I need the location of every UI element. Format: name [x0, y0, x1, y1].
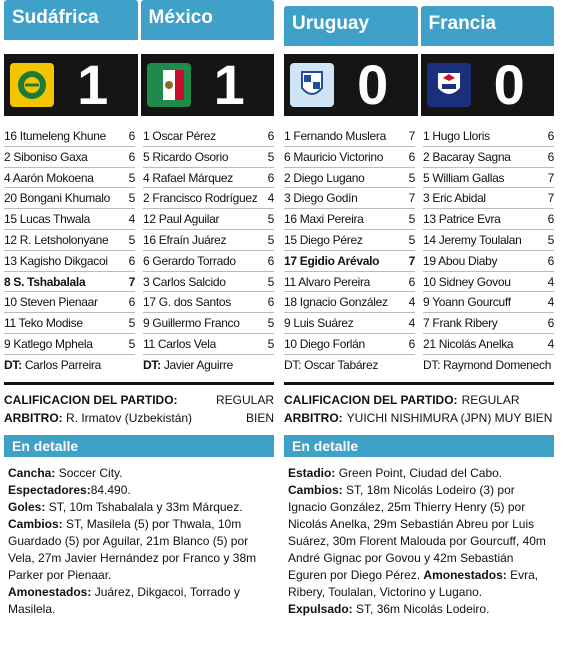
detail-body: Estadio: Green Point, Ciudad del Cabo. Cambios: ST, 18m Nicolás Lodeiro (3) por Ignacio González, 25m Thierry Henry (5) por Nicolás Anelka, 29m Sebastián Abreu por Luis Suárez, 30m Florent Malouda por Gourcuff, 40m André Gignac por Govou y 42m Sebastián Eguren por Diego Pérez. Amonestados: Evra, Ribery, Toulalan, Victorino y Lugano. Expulsado: ST, 36m Nicolás Lodeiro.: [288, 465, 546, 616]
south-africa-crest-icon: [10, 63, 54, 107]
player-row: 21 Nicolás Anelka 4: [423, 334, 554, 355]
player-row: 15 Lucas Thwala 4: [4, 209, 135, 230]
player-row: 3 Eric Abidal 7: [423, 188, 554, 209]
player-row: 4 Rafael Márquez 6: [143, 168, 274, 189]
team-b-name: México: [141, 0, 275, 40]
player-row: 2 Diego Lugano 5: [284, 168, 415, 189]
score-team-b: [421, 54, 555, 116]
player-row: 11 Carlos Vela 5: [143, 334, 274, 355]
coach-row: DT: Javier Aguirre: [143, 357, 233, 372]
player-row: 11 Alvaro Pereira 6: [284, 272, 415, 293]
player-row: 6 Gerardo Torrado 6: [143, 251, 274, 272]
player-row: 7 Frank Ribery 6: [423, 313, 554, 334]
player-row: 1 Oscar Pérez 6: [143, 126, 274, 147]
lineup-team-a: [284, 126, 415, 376]
player-row: 1 Fernando Muslera 7: [284, 126, 415, 147]
score-team-a: [4, 54, 138, 116]
lineups: [4, 126, 274, 376]
player-row: 2 Bacaray Sagna 6: [423, 147, 554, 168]
lineup-team-a: [4, 126, 135, 376]
match-header: [284, 6, 554, 46]
player-row: 16 Efraín Juárez 5: [143, 230, 274, 251]
player-row: 9 Guillermo Franco 5: [143, 313, 274, 334]
france-crest-icon: [427, 63, 471, 107]
lineups: [284, 126, 554, 376]
referee-rating: BIEN: [245, 410, 274, 425]
score-value-a: 0: [357, 53, 389, 116]
scoreboard: [284, 54, 554, 116]
score-value-b: 1: [213, 53, 245, 116]
match-sudafrica-mexico: [4, 0, 274, 626]
player-row: 10 Sidney Govou 4: [423, 272, 554, 293]
lineup-team-b: [423, 126, 554, 376]
player-row-best: 8 S. Tshabalala 7: [4, 272, 135, 293]
referee-name: YUICHI NISHIMURA (JPN) MUY BIEN: [346, 410, 553, 425]
match-header: [4, 0, 274, 40]
score-value-b: 0: [493, 53, 525, 116]
match-rating: [284, 382, 554, 429]
referee-label: ARBITRO:: [284, 410, 343, 425]
detail-header: En detalle: [284, 435, 554, 457]
player-row: 9 Luis Suárez 4: [284, 313, 415, 334]
player-row: 17 G. dos Santos 6: [143, 292, 274, 313]
player-row: 6 Mauricio Victorino 6: [284, 147, 415, 168]
mexico-crest-icon: [147, 63, 191, 107]
player-row: 16 Itumeleng Khune 6: [4, 126, 135, 147]
score-value-a: 1: [77, 53, 109, 116]
player-row: 5 William Gallas 7: [423, 168, 554, 189]
player-row: 5 Ricardo Osorio 5: [143, 147, 274, 168]
player-row: 16 Maxi Pereira 5: [284, 209, 415, 230]
lineup-team-b: [143, 126, 274, 376]
player-row: 12 Paul Aguilar 5: [143, 209, 274, 230]
detail-header: En detalle: [4, 435, 274, 457]
coach-row: DT: Raymond Domenech: [423, 357, 552, 372]
rating-label: CALIFICACION DEL PARTIDO:: [4, 392, 178, 407]
player-row-best: 17 Egidio Arévalo 7: [284, 251, 415, 272]
coach-row: DT: Oscar Tabárez: [284, 357, 379, 372]
coach-row: DT: Carlos Parreira: [4, 357, 102, 372]
player-row: 3 Diego Godín 7: [284, 188, 415, 209]
referee-label: ARBITRO:: [4, 410, 63, 425]
scoreboard: [4, 54, 274, 116]
team-a-name: Uruguay: [284, 6, 418, 46]
rating-value: REGULAR: [215, 392, 274, 407]
player-row: 10 Steven Pienaar 6: [4, 292, 135, 313]
player-row: 20 Bongani Khumalo 5: [4, 188, 135, 209]
rating-value: REGULAR: [461, 392, 520, 407]
player-row: 12 R. Letsholonyane 5: [4, 230, 135, 251]
player-row: 15 Diego Pérez 5: [284, 230, 415, 251]
player-row: 2 Francisco Rodríguez 4: [143, 188, 274, 209]
player-row: 9 Yoann Gourcuff 4: [423, 292, 554, 313]
detail-body: Cancha: Soccer City. Espectadores:84.490. Goles: ST, 10m Tshabalala y 33m Márquez. Cambios: ST, Masilela (5) por Thwala, 10m Guardado (5) por Aguilar, 21m Blanco (5) por Vela, 27m Javier Hernández por Franco y 38m Parker por Pienaar. Amonestados: Juárez, Dikgacoi, Torrado y Masilela.: [8, 465, 257, 616]
match-rating: [4, 382, 274, 429]
player-row: 10 Diego Forlán 6: [284, 334, 415, 355]
player-row: 1 Hugo Lloris 6: [423, 126, 554, 147]
player-row: 18 Ignacio González 4: [284, 292, 415, 313]
match-uruguay-francia: [284, 0, 554, 626]
player-row: 13 Patrice Evra 6: [423, 209, 554, 230]
uruguay-crest-icon: [290, 63, 334, 107]
player-row: 3 Carlos Salcido 5: [143, 272, 274, 293]
player-row: 2 Siboniso Gaxa 6: [4, 147, 135, 168]
score-team-a: [284, 54, 418, 116]
team-a-name: Sudáfrica: [4, 0, 138, 40]
team-b-name: Francia: [421, 6, 555, 46]
player-row: 14 Jeremy Toulalan 5: [423, 230, 554, 251]
player-row: 11 Teko Modise 5: [4, 313, 135, 334]
player-row: 13 Kagisho Dikgacoi 6: [4, 251, 135, 272]
rating-label: CALIFICACION DEL PARTIDO:: [284, 392, 458, 407]
player-row: 19 Abou Diaby 6: [423, 251, 554, 272]
score-team-b: [141, 54, 275, 116]
player-row: 9 Katlego Mphela 5: [4, 334, 135, 355]
referee-name: R. Irmatov (Uzbekistán): [66, 410, 193, 425]
player-row: 4 Aarón Mokoena 5: [4, 168, 135, 189]
